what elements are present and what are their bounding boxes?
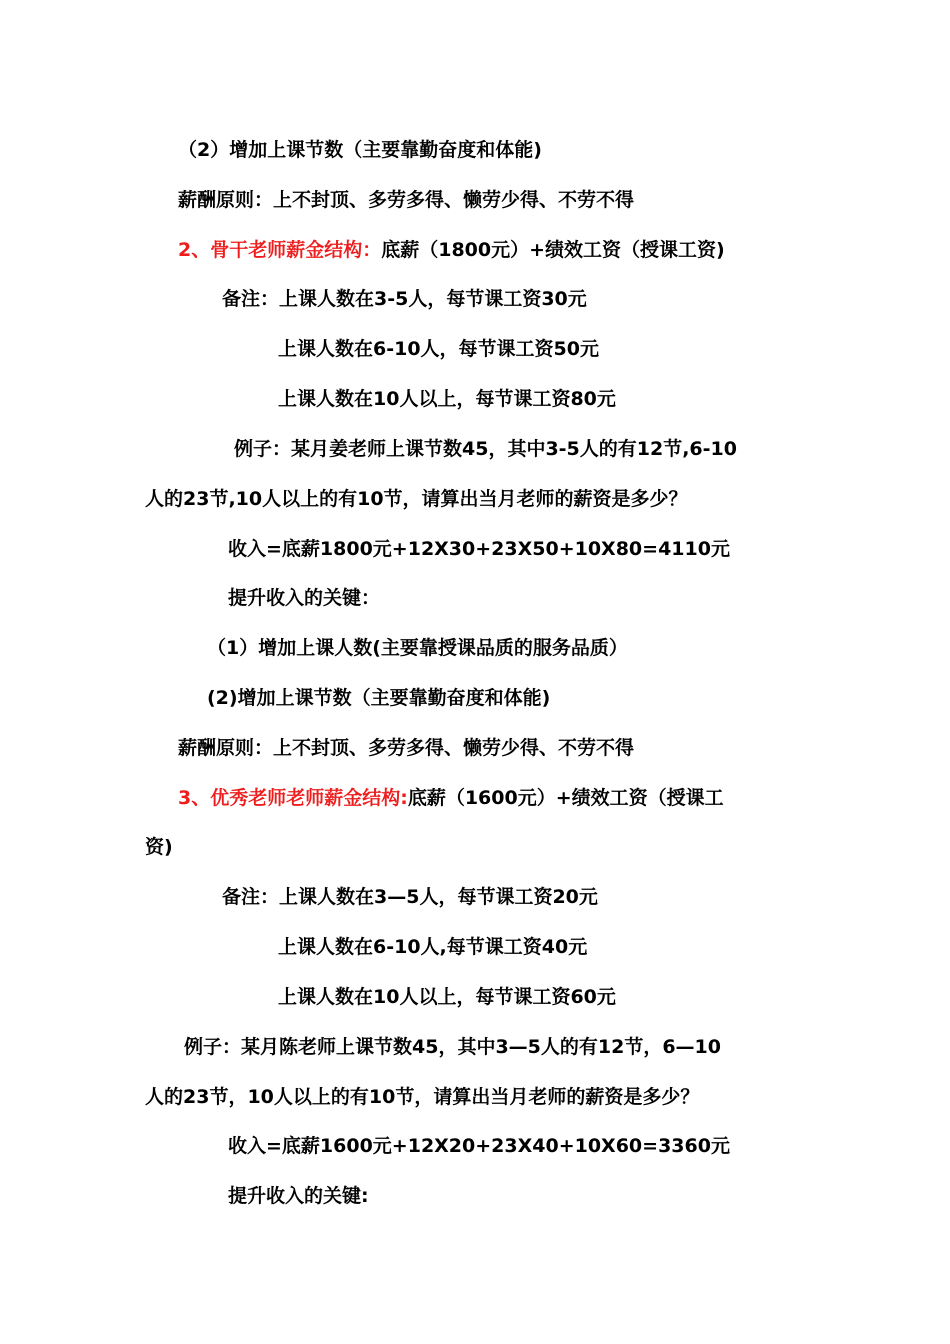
heading-label: 2、骨干老师薪金结构： <box>178 239 382 261</box>
paragraph: 上课人数在10人以上，每节课工资60元 <box>278 986 616 1008</box>
section-heading-3: 3、优秀老师老师薪金结构:底薪（1600元）+绩效工资（授课工 <box>178 787 724 809</box>
paragraph: 备注：上课人数在3—5人，每节课工资20元 <box>222 886 598 908</box>
paragraph: 资) <box>145 836 173 858</box>
paragraph: (2)增加上课节数（主要靠勤奋度和体能) <box>207 687 551 709</box>
paragraph: 例子：某月陈老师上课节数45，其中3—5人的有12节，6—10 <box>184 1036 721 1058</box>
paragraph: 薪酬原则：上不封顶、多劳多得、懒劳少得、不劳不得 <box>178 189 635 211</box>
heading-label: 3、优秀老师老师薪金结构: <box>178 787 408 809</box>
paragraph: 提升收入的关键: <box>228 1185 369 1207</box>
paragraph: 薪酬原则：上不封顶、多劳多得、懒劳少得、不劳不得 <box>178 737 635 759</box>
paragraph: 例子：某月姜老师上课节数45，其中3-5人的有12节,6-10 <box>234 438 737 460</box>
paragraph: 上课人数在10人以上，每节课工资80元 <box>278 388 616 410</box>
paragraph: （1）增加上课人数(主要靠授课品质的服务品质） <box>207 637 628 659</box>
paragraph: 上课人数在6-10人,每节课工资40元 <box>278 936 588 958</box>
paragraph: （2）增加上课节数（主要靠勤奋度和体能) <box>178 139 542 161</box>
paragraph: 人的23节,10人以上的有10节，请算出当月老师的薪资是多少？ <box>145 488 688 510</box>
section-heading-2: 2、骨干老师薪金结构：底薪（1800元）+绩效工资（授课工资) <box>178 239 725 261</box>
paragraph: 收入=底薪1800元+12X30+23X50+10X80=4110元 <box>228 538 730 560</box>
paragraph: 备注：上课人数在3-5人，每节课工资30元 <box>222 288 587 310</box>
paragraph: 人的23节，10人以上的有10节，请算出当月老师的薪资是多少？ <box>145 1086 700 1108</box>
paragraph: 收入=底薪1600元+12X20+23X40+10X60=3360元 <box>228 1135 730 1157</box>
paragraph: 提升收入的关键： <box>228 587 381 609</box>
paragraph: 上课人数在6-10人，每节课工资50元 <box>278 338 599 360</box>
